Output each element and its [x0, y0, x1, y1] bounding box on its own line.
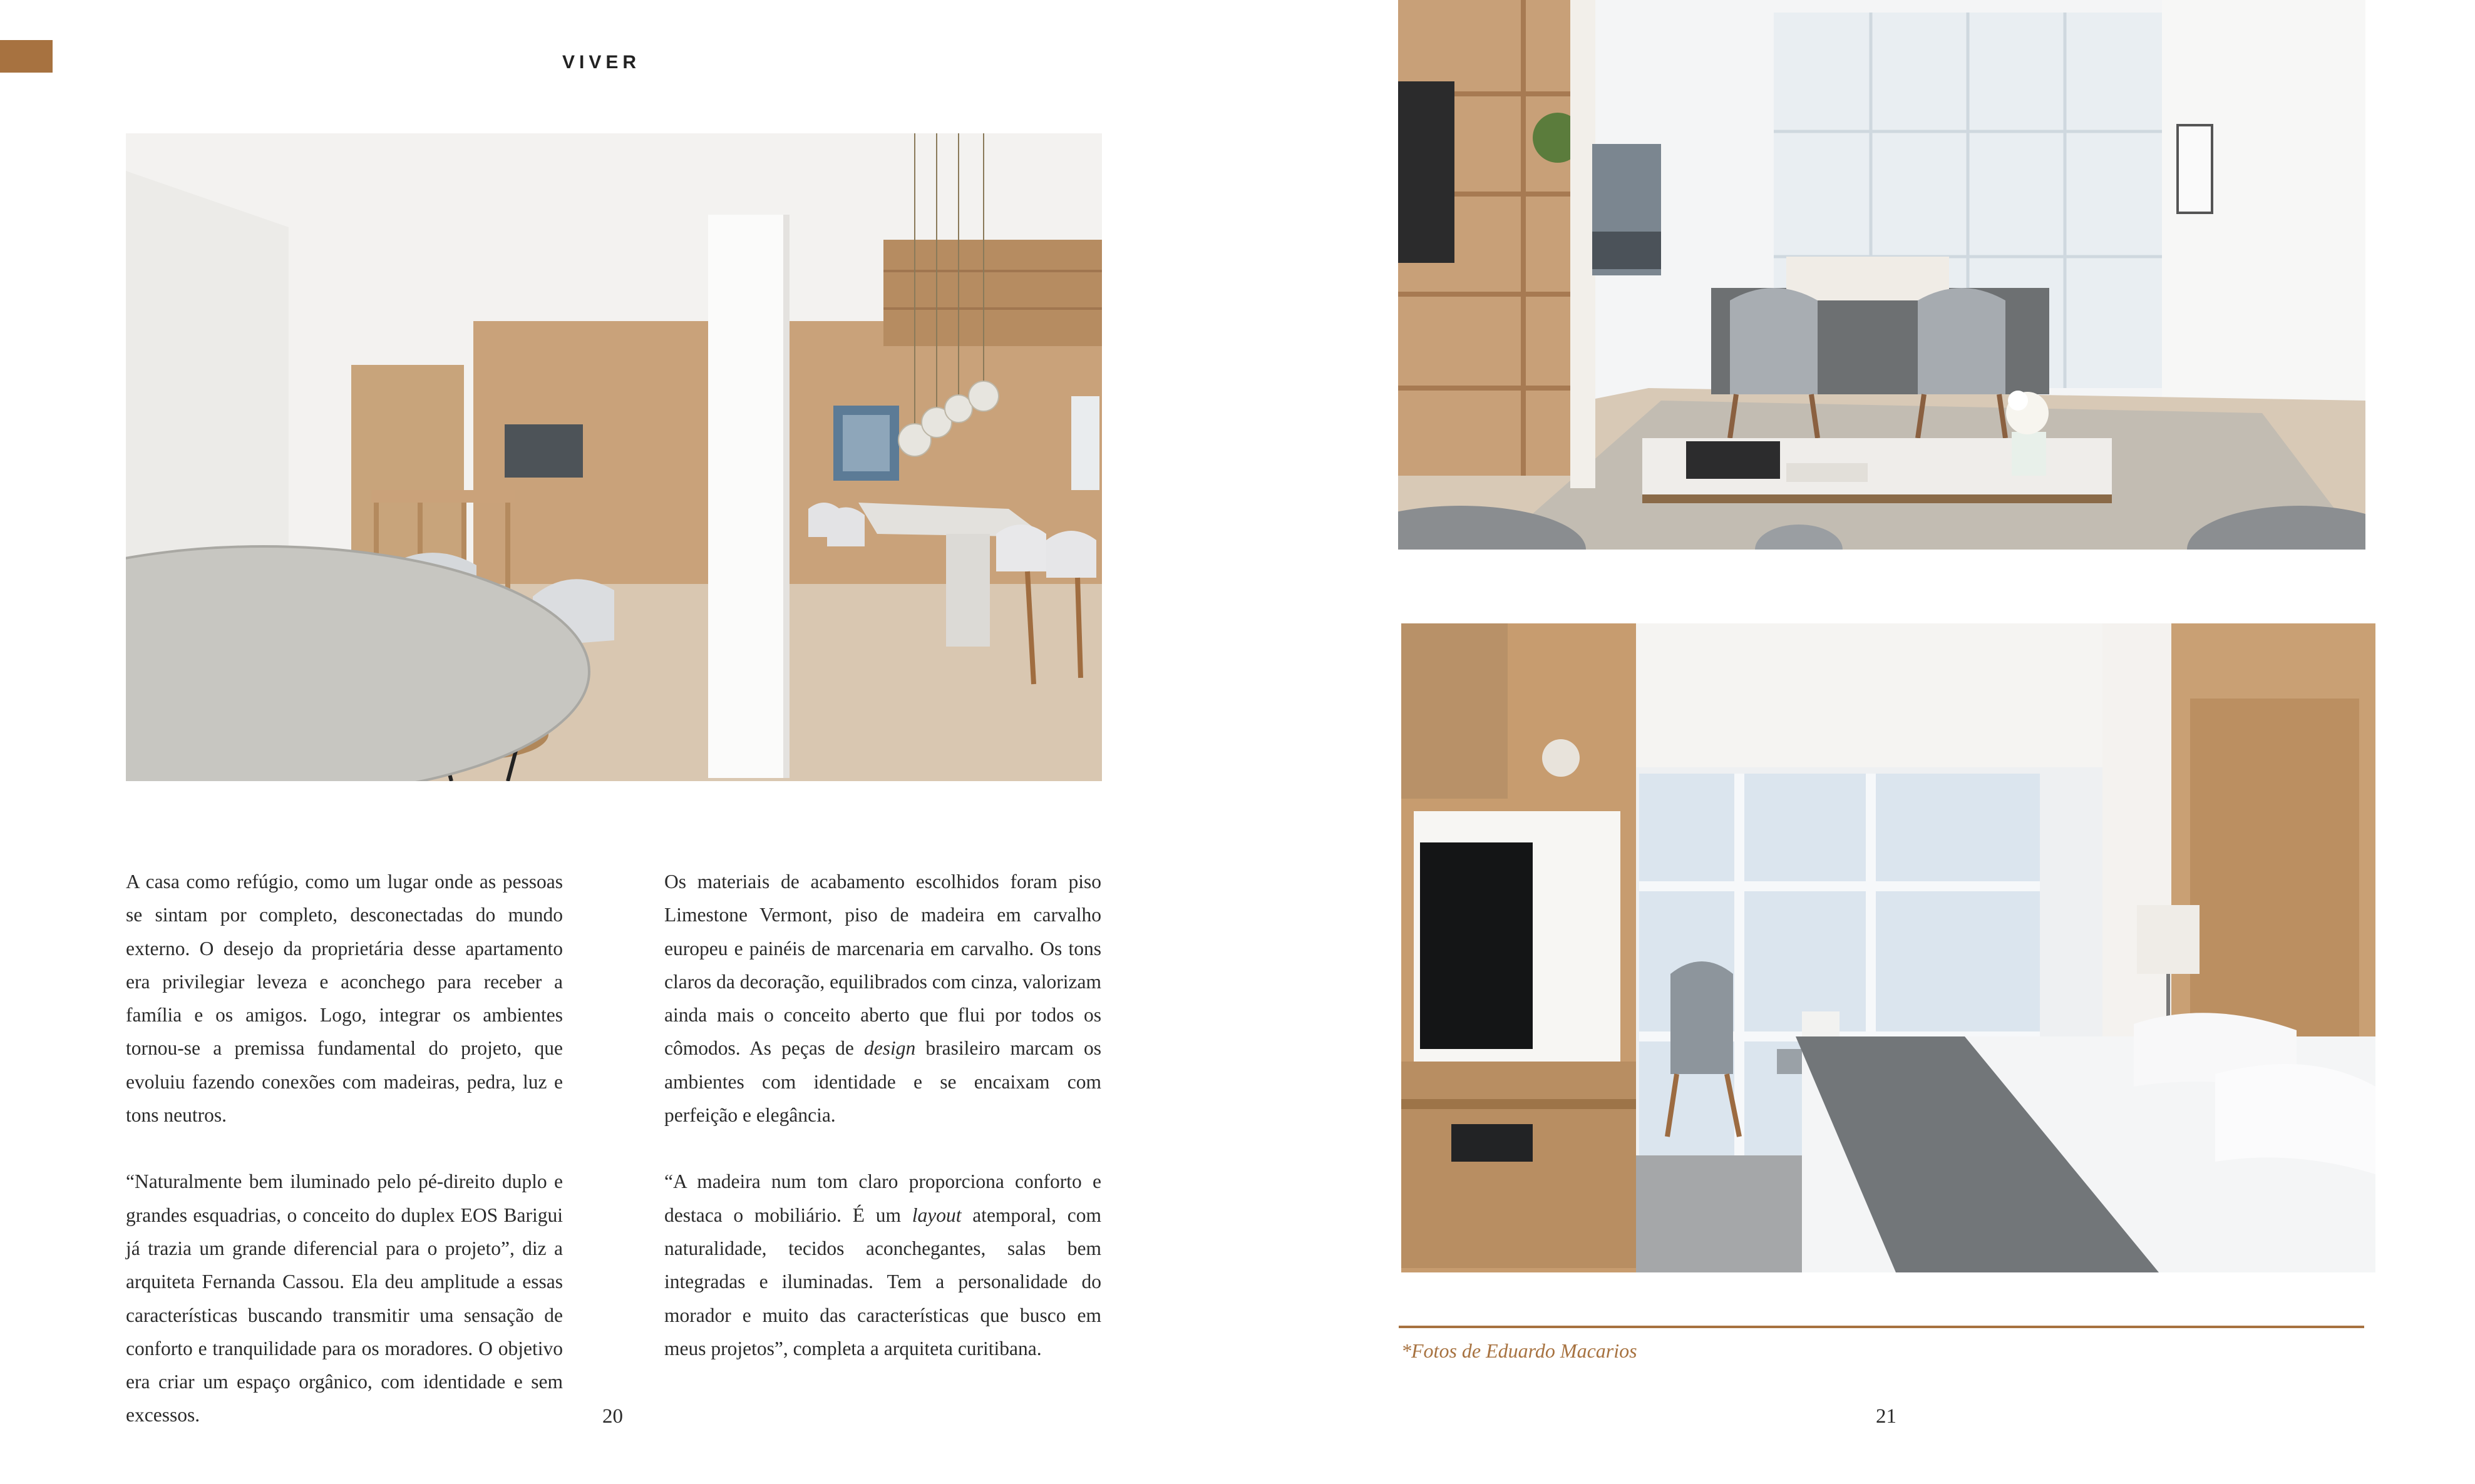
article-column-1	[126, 865, 563, 1432]
left-page	[0, 0, 1237, 1484]
paragraph: A casa como refúgio, como um lugar onde as pessoas se sintam por completo, desconectadas do mundo externo. O desejo da proprietária desse apartamento era privilegiar leveza e aconchego para receber a família e os amigos. Logo, integrar os ambientes tornou-se a premissa fundamental do projeto, que evoluiu fazendo conexões com madeiras, pedra, luz e tons neutros.	[126, 871, 563, 1127]
section-accent-tab	[0, 40, 53, 73]
bedroom-photo	[1401, 623, 2375, 1272]
page-number: 20	[602, 1405, 623, 1428]
dining-room-illustration	[126, 133, 1102, 781]
right-page	[1237, 0, 2475, 1484]
living-room-photo	[1398, 0, 2365, 550]
paragraph: Os materiais de acabamento escolhidos foram piso Limestone Vermont, piso de madeira em carvalho europeu e painéis de marcenaria em carvalho. Os tons claros da decoração, equilibrados com cinza, valorizam ainda mais o conceito aberto que flui por todos os cômodos. As peças de design brasileiro marcam os ambientes com identidade e se encaixam com perfeição e elegância.	[664, 871, 1101, 1127]
dining-room-photo	[126, 133, 1102, 781]
paragraph: “Naturalmente bem iluminado pelo pé-direito duplo e grandes esquadrias, o conceito do duplex EOS Barigui já trazia um grande diferencial para o projeto”, diz a arquiteta Fernanda Cassou. Ela deu amplitude a essas características buscando transmitir uma sensação de conforto e tranquilidade para os moradores. O objetivo era criar um espaço orgânico, com identidade e sem excessos.	[126, 1170, 563, 1426]
living-room-illustration	[1398, 0, 2365, 550]
section-label: VIVER	[562, 52, 641, 73]
article-column-2	[664, 865, 1101, 1365]
photo-credit: *Fotos de Eduardo Macarios	[1401, 1339, 1637, 1362]
paragraph: “A madeira num tom claro proporciona conforto e destaca o mobiliário. É um layout atemporal, com naturalidade, tecidos aconchegantes, salas bem integradas e iluminadas. Tem a personalidade do morador e muito das características que busco em meus projetos”, completa a arquiteta curitibana.	[664, 1170, 1101, 1359]
credit-divider	[1399, 1326, 2364, 1328]
bedroom-illustration	[1401, 623, 2375, 1272]
page-number: 21	[1876, 1405, 1896, 1428]
